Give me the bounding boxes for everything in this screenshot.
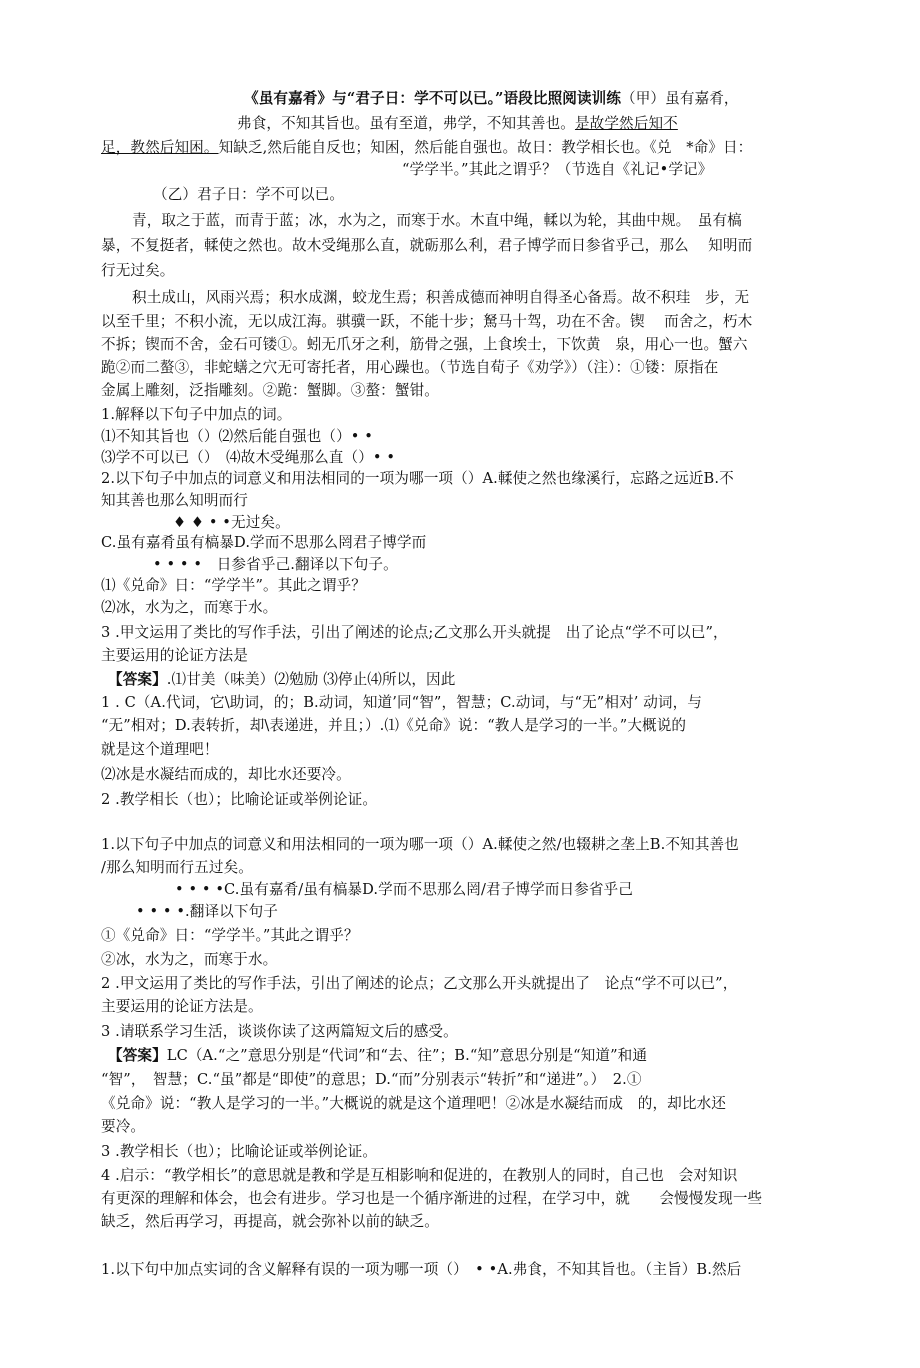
question-line: 主要运用的论证方法是 [101,647,248,664]
question-line: 知其善也那么知明而行 [101,492,248,509]
question-line: 1.以下句中加点实词的含义解释有误的一项为哪一项（） • •A.弗食，不知其旨也。（主旨）B.然后 [101,1261,742,1278]
underlined-text: 是故学然后知不 [574,115,678,132]
text-line: 暴，不复挺者，輮使之然也。故木受绳那么直，就砺那么利，君子博学而日参省乎己，那么 知明而 [101,237,753,254]
title-continuation: （甲）虽有嘉肴， [621,90,739,107]
text-segment: 知缺乏,然后能自反也；知困，然后能自强也。故日：教学相长也。《兑 *命》日： [218,139,753,156]
text-line: 不拆；锲而不舍，金石可镂①。蚓无爪牙之利，筋骨之强，上食埃士，下饮黄 泉，用心一也。蟹六 [101,336,748,353]
title-line [244,89,739,109]
text-line [237,114,678,134]
answer-line: ⑵冰是水凝结而成的，却比水还要冷。 [101,766,351,783]
question-line: ②冰，水为之，而寒于水。 [101,951,278,968]
question-line: 主要运用的论证方法是。 [101,998,263,1015]
question-line: ①《兑命》日：“学学半。”其此之谓乎？ [101,927,359,944]
text-line: 跪②而二螯③，非蛇蟮之穴无可寄托者，用心躁也。（节选自荀子《劝学》）（注）：①镂：原指在 [101,359,719,376]
question-line: 1.解释以下句子中加点的词。 [101,406,292,423]
question-line: • • • •.翻译以下句子 [136,903,278,920]
answer-line: 2 .教学相长（也）；比喻论证或举例论证。 [101,791,378,808]
text-line: （乙）君子日：学不可以已。 [153,186,345,203]
answer-line: “智”， 智慧；C.“虽”都是“即使”的意思；D.“而”分别表示“转折”和“递进”。） 2.① [101,1071,642,1088]
text-segment: .⑴甘美（味美）⑵勉励 ⑶停止⑷所以，因此 [166,671,456,688]
question-line: 1.以下句子中加点的词意义和用法相同的一项为哪一项（）A.輮使之然/也辍耕之垄上B.不知其善也 [101,836,739,853]
question-line: ⑵冰，水为之，而寒于水。 [101,599,278,616]
question-line: C.虽有嘉肴虽有槁暴D.学而不思那么罔君子博学而 [101,534,427,551]
text-line: 青，取之于蓝，而青于蓝；冰，水为之，而寒于水。木直中绳，輮以为轮，其曲中规。 虽有槁 [132,212,742,229]
answer-label: 【答案】 [108,671,167,688]
text-segment: 弗食，不知其旨也。虽有至道，弗学，不知其善也。 [237,115,575,132]
question-line: 2 .甲文运用了类比的写作手法，引出了阐述的论点；乙文那么开头就提出了 论点“学不可以已”， [101,975,738,992]
question-line: 3 .请联系学习生活，谈谈你读了这两篇短文后的感受。 [101,1023,458,1040]
text-line: 积土成山，风雨兴焉；积水成渊，蛟龙生焉；积善成德而神明自得圣心备焉。故不积珪 步，无 [132,289,750,306]
text-line [101,138,752,158]
text-line: 以至千里；不积小流，无以成江海。骐骥一跃，不能十步；駑马十驾，功在不舍。锲 而舍之，朽木 [101,313,753,330]
underlined-text: 足，教然后知困。 [101,139,219,156]
question-line: ⑶学不可以已（） ⑷故木受绳那么直（）• • [101,449,396,466]
text-segment: LC（A.“之”意思分别是“代词”和“去、往”；B.“知”意思分别是“知道”和通 [166,1047,648,1064]
text-line: 金属上雕刻，泛指雕刻。②跪：蟹脚。③螯：蟹钳。 [101,382,439,399]
answer-line: 有更深的理解和体会，也会有进步。学习也是一个循序渐进的过程，在学习中，就 会慢慢发现一些 [101,1190,763,1207]
answer-line: 缺乏，然后再学习，再提高，就会弥补以前的缺乏。 [101,1213,439,1230]
answer-line: 《兑命》说：“教人是学习的一半。”大概说的就是这个道理吧！②冰是水凝结而成 的，却比水还 [101,1095,726,1112]
answer-line: 4 .启示：“教学相长”的意思就是教和学是互相影响和促进的，在教别人的同时，自己也 会对知识 [101,1167,738,1184]
text-line: “学学半。”其此之谓乎？（节选自《礼记•学记》 [402,161,713,178]
question-line: ⑴《兑命》日：“学学半”。其此之谓乎？ [101,577,366,594]
question-line: 3 .甲文运用了类比的写作手法，引出了阐述的论点;乙文那么开头就提 出了论点“学不可以已”， [101,624,728,641]
answer-line [108,1046,647,1066]
answer-line: 3 .教学相长（也）；比喻论证或举例论证。 [101,1143,378,1160]
question-line: ♦ ♦ • •无过矣。 [173,514,290,531]
answer-line: 就是这个道理吧！ [101,741,219,758]
document-title: 《虽有嘉肴》与“君子日：学不可以已。”语段比照阅读训练 [244,90,622,107]
question-line: 2.以下句子中加点的词意义和用法相同的一项为哪一项（）A.輮使之然也缘溪行，忘路之远近B.不 [101,470,734,487]
question-line: • • • •C.虽有嘉肴/虽有槁暴D.学而不思那么罔/君子博学而日参省乎己 [175,881,633,898]
answer-line: 要冷。 [101,1118,146,1135]
text-line: 行无过矣。 [101,262,175,279]
question-line: ⑴不知其旨也（）⑵然后能自强也（）• • [101,428,373,445]
answer-line [108,670,455,690]
question-line: /那么知明而行五过矣。 [101,859,253,876]
answer-line: “无”相对；D.表转折，却\表递进，并且；）.⑴《兑命》说：“教人是学习的一半。”大概说的 [101,717,687,734]
answer-label: 【答案】 [108,1047,167,1064]
question-line: • • • • 日参省乎己.翻译以下句子。 [153,556,398,573]
answer-line: 1 . C（A.代词，它\助词，的；B.动词，知道’同“智”，智慧；C.动词，与“无”相对’ 动词，与 [101,694,702,711]
